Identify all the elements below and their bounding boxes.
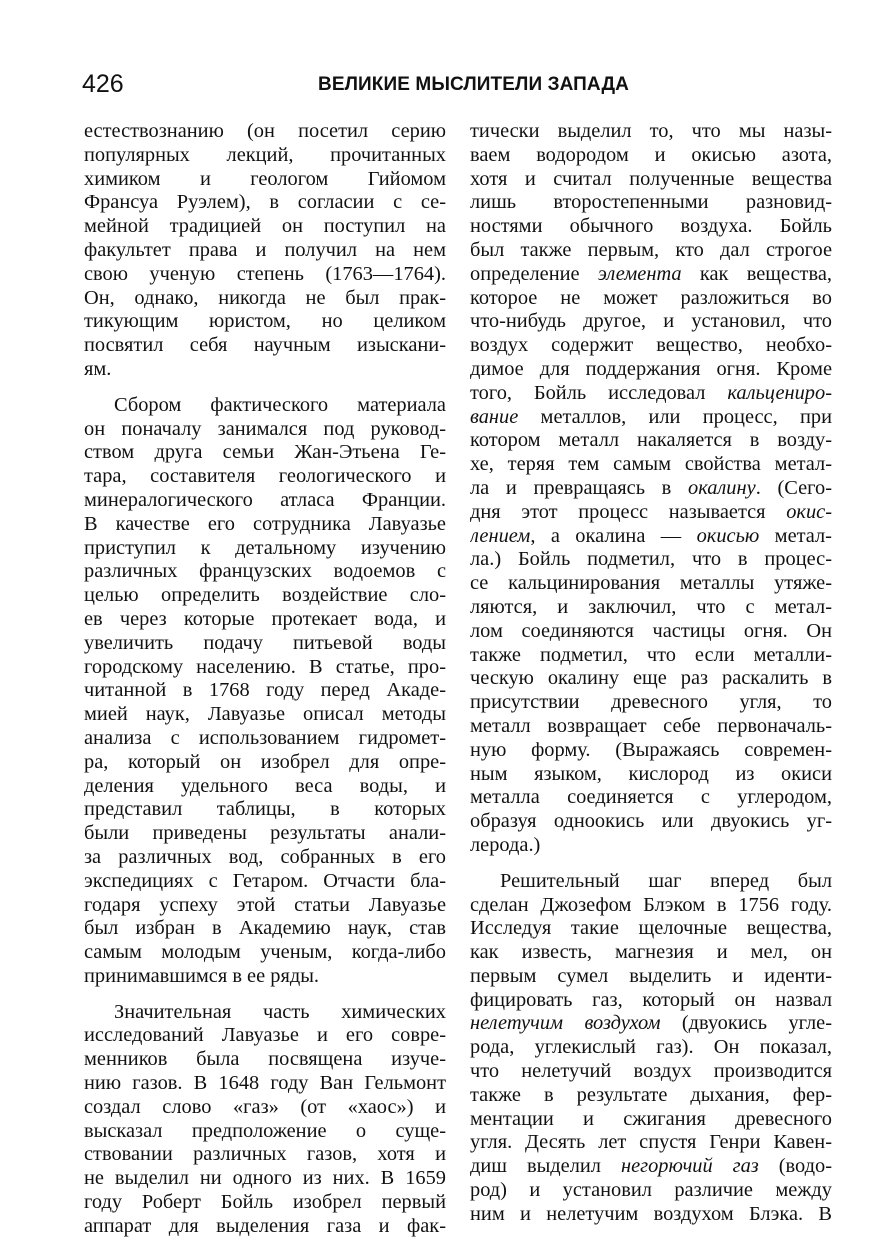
text-line: городскому населению. В статье, про-: [84, 655, 446, 678]
text-line: ям.: [84, 357, 112, 380]
paragraph: [470, 120, 832, 858]
text-line: ним и нелетучим воздухом Блэка. В: [470, 1202, 832, 1225]
text-line: представил таблицы, в которых: [84, 798, 446, 821]
page-header: [82, 70, 829, 102]
text-line: ческую окалину еще раз раскалить в: [470, 667, 832, 690]
text-line: Значительная часть химических: [114, 1000, 446, 1023]
text-line: создал слово «газ» (от «хаос») и: [84, 1095, 446, 1118]
text-line: металл возвращает себе первоначаль-: [470, 714, 832, 737]
text-line: ством друга семьи Жан-Этьена Ге-: [84, 441, 446, 464]
text-line: присутствии древесного угля, то: [470, 691, 832, 714]
text-line: ментации и сжигания древесного: [470, 1107, 832, 1130]
text-line: что нелетучий воздух производится: [470, 1060, 832, 1083]
text-line: различных французских водоемов с: [84, 560, 446, 583]
text-line: тикующим юристом, но целиком: [84, 310, 446, 333]
text-line: факультет права и получил на нем: [84, 238, 446, 261]
text-line: мией наук, Лавуазье описал методы: [84, 703, 446, 726]
text-line: принимавшимся в ее ряды.: [84, 964, 319, 987]
text-line: ев через которые протекает вода, и: [84, 607, 446, 630]
text-line: не выделил ни одного из них. В 1659: [84, 1167, 446, 1190]
text-line: году Роберт Бойль изобрел первый: [84, 1191, 446, 1214]
paragraph: [84, 394, 446, 989]
text-line: был избран в Академию наук, став: [84, 917, 446, 940]
text-line: ным языком, кислород из окиси: [470, 762, 832, 785]
text-line: которое не может разложиться во: [470, 286, 832, 309]
paragraph: [470, 870, 832, 1227]
text-line: угля. Десять лет спустя Генри Кавен-: [470, 1131, 832, 1154]
text-line: димое для поддержания огня. Кроме: [470, 357, 832, 380]
text-line: тара, составителя геологического и: [84, 465, 446, 488]
text-line: лом соединяются частицы огня. Он: [470, 619, 832, 642]
paragraph: [84, 120, 446, 382]
text-line: увеличить подачу питьевой воды: [84, 631, 446, 654]
text-line: ла и превращаясь в окалину. (Сего-: [470, 476, 832, 499]
text-line: были приведены результаты анали-: [84, 822, 446, 845]
text-line: также подметил, что если металли-: [470, 643, 832, 666]
text-line: ра, который он изобрел для опре-: [84, 750, 446, 773]
text-line: приступил к детальному изучению: [84, 536, 446, 559]
text-line: посвятил себя научным изыскани-: [84, 334, 446, 357]
text-line: того, Бойль исследовал кальцениро-: [470, 381, 832, 404]
text-line: хотя и считал полученные вещества: [470, 167, 832, 190]
text-line: металла соединяется с углеродом,: [470, 786, 832, 809]
text-line: нию газов. В 1648 году Ван Гельмонт: [84, 1072, 446, 1095]
page-number: 426: [82, 70, 124, 98]
text-line: химиком и геологом Гийомом: [84, 167, 446, 190]
text-line: Исследуя такие щелочные вещества,: [470, 917, 832, 940]
text-line: сделан Джозефом Блэком в 1756 году.: [470, 893, 832, 916]
text-line: ваем водородом и окисью азота,: [470, 143, 832, 166]
text-line: се кальцинирования металлы утяже-: [470, 572, 832, 595]
text-line: естествознанию (он посетил серию: [84, 120, 446, 142]
text-line: ную форму. (Выражаясь современ-: [470, 738, 832, 761]
text-line: род) и установил различие между: [470, 1179, 832, 1202]
text-line: вание металлов, или процесс, при: [470, 405, 832, 428]
text-line: экспедициях с Гетаром. Отчасти бла-: [84, 869, 446, 892]
text-line: также в результате дыхания, фер-: [470, 1083, 832, 1106]
paragraph: [84, 1001, 446, 1239]
text-line: анализа с использованием гидромет-: [84, 726, 446, 749]
text-line: лерода.): [470, 833, 541, 856]
text-line: первым сумел выделить и иденти-: [470, 964, 832, 987]
text-line: популярных лекций, прочитанных: [84, 143, 446, 166]
text-line: лением, а окалина — окисью метал-: [470, 524, 832, 547]
text-line: диш выделил негорючий газ (водо-: [470, 1155, 832, 1178]
text-line: образуя одноокись или двуокись уг-: [470, 810, 832, 833]
text-line: дня этот процесс называется окис-: [470, 500, 832, 523]
text-line: годаря успеху этой статьи Лавуазье: [84, 893, 446, 916]
text-line: менников была посвящена изуче-: [84, 1048, 446, 1071]
text-line: мейной традицией он поступил на: [84, 215, 446, 238]
text-line: что-нибудь другое, и установил, что: [470, 310, 832, 333]
text-line: за различных вод, собранных в его: [84, 845, 446, 868]
text-line: самым молодым ученым, когда-либо: [84, 941, 446, 964]
running-title: ВЕЛИКИЕ МЫСЛИТЕЛИ ЗАПАДА: [318, 74, 629, 95]
text-line: ствовании различных газов, хотя и: [84, 1143, 446, 1166]
text-line: Решительный шаг вперед был: [500, 869, 832, 892]
text-line: определение элемента как вещества,: [470, 262, 832, 285]
text-line: Франсуа Руэлем), в согласии с се-: [84, 191, 446, 214]
text-line: исследований Лавуазье и его совре-: [84, 1024, 446, 1047]
right-column: [470, 120, 832, 1227]
text-line: высказал предположение о суще-: [84, 1119, 446, 1142]
text-line: тически выделил то, что мы назы-: [470, 120, 832, 142]
text-line: Он, однако, никогда не был прак-: [84, 286, 446, 309]
text-line: воздух содержит вещество, необхо-: [470, 334, 832, 357]
text-line: ла.) Бойль подметил, что в процес-: [470, 548, 832, 571]
text-line: как известь, магнезия и мел, он: [470, 941, 832, 964]
text-line: целью определить воздействие сло-: [84, 584, 446, 607]
text-line: деления удельного веса воды, и: [84, 774, 446, 797]
text-line: свою ученую степень (1763—1764).: [84, 262, 446, 285]
text-line: ностями обычного воздуха. Бойль: [470, 215, 832, 238]
text-line: ляются, и заключил, что с метал-: [470, 595, 832, 618]
text-line: минералогического атласа Франции.: [84, 488, 446, 511]
text-line: он поначалу занимался под руковод-: [84, 417, 446, 440]
text-line: Сбором фактического материала: [114, 393, 446, 416]
text-line: фицировать газ, который он назвал: [470, 988, 832, 1011]
text-line: рода, углекислый газ). Он показал,: [470, 1036, 832, 1059]
text-line: котором металл накаляется в возду-: [470, 429, 832, 452]
text-line: аппарат для выделения газа и фак-: [84, 1214, 446, 1237]
text-line: В качестве его сотрудника Лавуазье: [84, 512, 446, 535]
text-line: был также первым, кто дал строгое: [470, 238, 832, 261]
text-line: лишь второстепенными разновид-: [470, 191, 832, 214]
left-column: [84, 120, 446, 1239]
text-line: нелетучим воздухом (двуокись угле-: [470, 1012, 832, 1035]
text-line: читанной в 1768 году перед Акаде-: [84, 679, 446, 702]
text-line: хе, теряя тем самым свойства метал-: [470, 453, 832, 476]
